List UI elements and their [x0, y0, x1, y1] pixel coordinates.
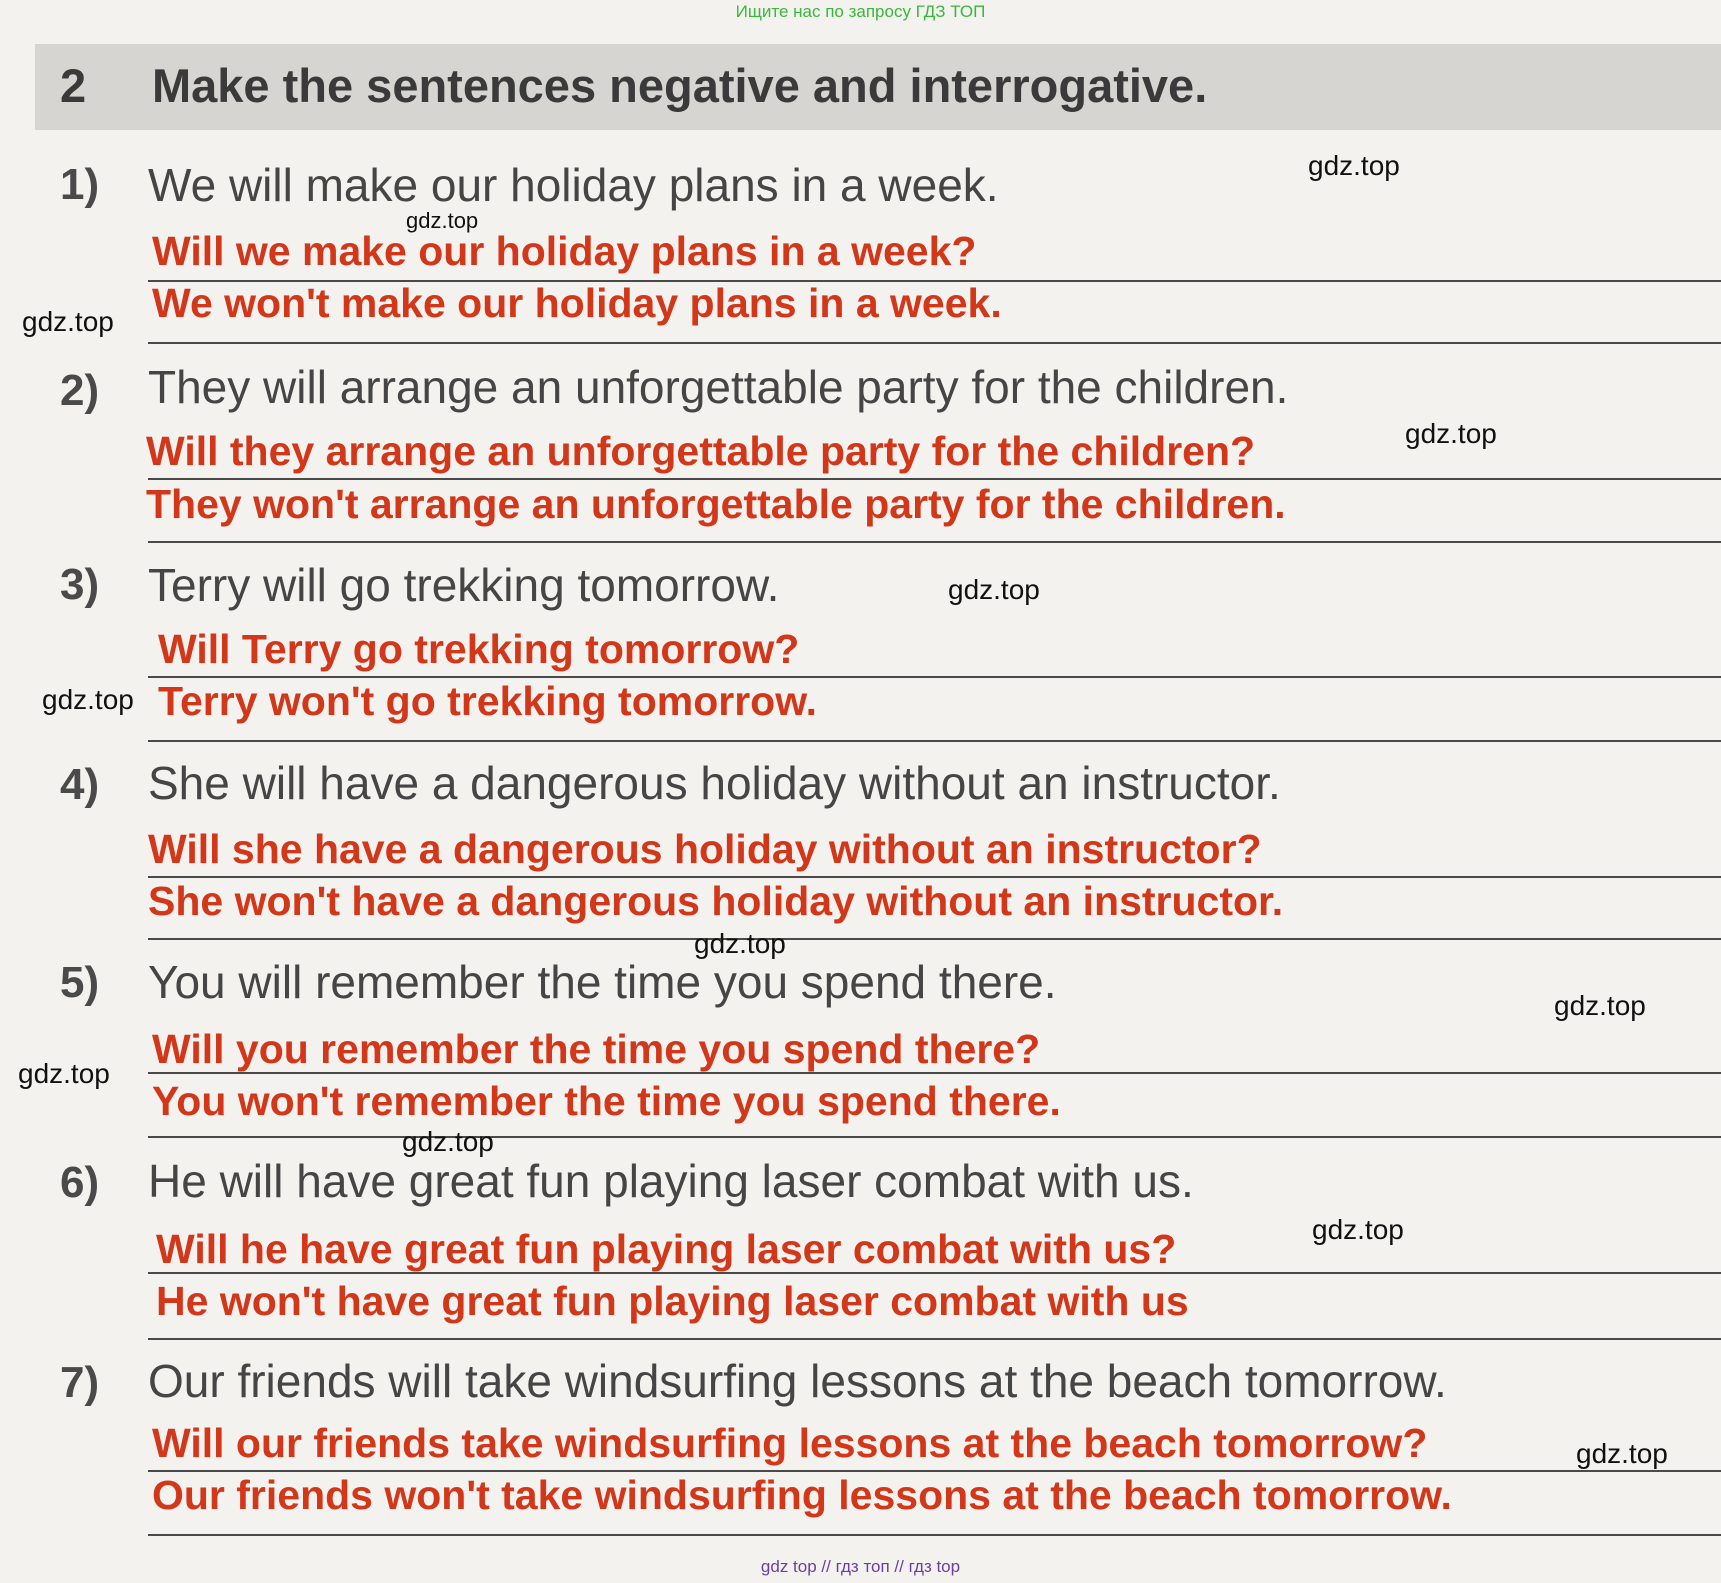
answer-question: Will our friends take windsurfing lessons at the beach tomorrow? — [152, 1420, 1428, 1466]
item-sentence: Terry will go trekking tomorrow. — [148, 559, 780, 611]
answer-line — [148, 1338, 1721, 1340]
item-number: 3) — [60, 560, 100, 609]
answer-question: Will we make our holiday plans in a week? — [152, 228, 977, 274]
top-banner-link[interactable]: Ищите нас по запросу ГДЗ ТОП — [735, 2, 986, 21]
watermark: gdz.top — [18, 1058, 110, 1089]
watermark: gdz.top — [1405, 418, 1497, 449]
answer-negative: Terry won't go trekking tomorrow. — [158, 678, 817, 724]
answer-negative: He won't have great fun playing laser combat with us — [156, 1278, 1189, 1324]
watermark: gdz.top — [406, 208, 479, 233]
item-number: 1) — [60, 160, 100, 209]
item-sentence: He will have great fun playing laser combat with us. — [148, 1155, 1194, 1207]
item-sentence: You will remember the time you spend there. — [148, 956, 1057, 1008]
watermark: gdz.top — [1554, 990, 1646, 1021]
answer-line — [148, 938, 1721, 940]
answer-line — [148, 478, 1721, 480]
answer-line — [148, 1072, 1721, 1074]
item-number: 6) — [60, 1158, 100, 1207]
answer-question: Will he have great fun playing laser combat with us? — [156, 1226, 1177, 1272]
answer-negative: We won't make our holiday plans in a week. — [152, 280, 1002, 326]
answer-question: Will Terry go trekking tomorrow? — [158, 626, 800, 672]
item-number: 4) — [60, 760, 100, 809]
bottom-banner-link[interactable]: gdz top // гдз топ // гдз top — [760, 1557, 961, 1576]
item-number: 5) — [60, 958, 100, 1007]
item-sentence: She will have a dangerous holiday without an instructor. — [148, 757, 1281, 809]
exercise-title: Make the sentences negative and interrogative. — [152, 59, 1208, 112]
answer-line — [148, 1136, 1721, 1138]
answer-question: Will she have a dangerous holiday without an instructor? — [148, 826, 1262, 872]
answer-line — [148, 342, 1721, 344]
item-sentence: We will make our holiday plans in a week. — [148, 159, 999, 211]
answer-line — [148, 1534, 1721, 1536]
answer-negative: They won't arrange an unforgettable party for the children. — [146, 481, 1286, 527]
answer-line — [148, 740, 1721, 742]
watermark: gdz.top — [402, 1126, 494, 1157]
answer-negative: Our friends won't take windsurfing lessons at the beach tomorrow. — [152, 1472, 1452, 1518]
watermark: gdz.top — [1576, 1438, 1668, 1469]
exercise-number: 2 — [60, 59, 87, 112]
answer-line — [148, 541, 1721, 543]
answer-question: Will they arrange an unforgettable party for the children? — [146, 428, 1256, 474]
watermark: gdz.top — [22, 306, 114, 337]
watermark: gdz.top — [948, 574, 1040, 605]
item-sentence: Our friends will take windsurfing lessons at the beach tomorrow. — [148, 1355, 1447, 1407]
answer-question: Will you remember the time you spend there? — [152, 1026, 1041, 1072]
answer-negative: She won't have a dangerous holiday without an instructor. — [148, 878, 1284, 924]
answer-negative: You won't remember the time you spend there. — [152, 1078, 1061, 1124]
item-sentence: They will arrange an unforgettable party for the children. — [148, 361, 1289, 413]
item-number: 7) — [60, 1358, 100, 1407]
item-number: 2) — [60, 366, 100, 415]
watermark: gdz.top — [694, 928, 786, 959]
watermark: gdz.top — [42, 684, 134, 715]
watermark: gdz.top — [1312, 1214, 1404, 1245]
answer-line — [148, 1272, 1721, 1274]
watermark: gdz.top — [1308, 150, 1400, 181]
